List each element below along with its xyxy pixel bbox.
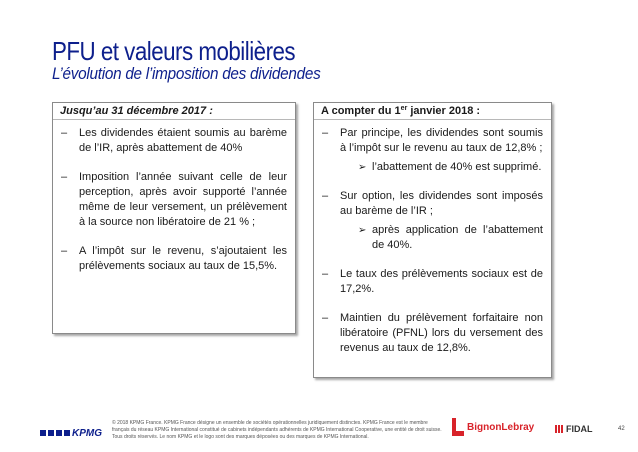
kpmg-logo: KPMG [40, 428, 102, 439]
sub-item: ➢ l’abattement de 40% est supprimé. [358, 161, 542, 173]
list-item: – Imposition l’année suivant celle de leur perception, après avoir supporté l’année même de leur versement, un prélèvement à la source non libératoire de 21 % ; [61, 171, 287, 228]
list-item: – Par principe, les dividendes sont soumis à l’impôt sur le revenu au taux de 12,8% ; ➢ l’abattement de 40% est supprimé. [322, 127, 543, 173]
arrow-right-icon: ➢ [358, 162, 367, 173]
arrow-right-icon: ➢ [358, 225, 367, 236]
right-panel [313, 102, 552, 378]
bignon-lebray-logo: BignonLebray [452, 418, 534, 436]
page-number: 42 [618, 426, 625, 432]
page-title: PFU et valeurs mobilières [52, 36, 296, 66]
sub-item: ➢ après application de l’abattement de 40%. [358, 224, 543, 251]
legal-notice: © 2018 KPMG France. KPMG France désigne un ensemble de sociétés opérationnelles juridiquement distinctes. KPMG France est le membre français du réseau KPMG International constitué de cabinets indépendants adhérents de KPMG International Cooperative, une entité de droit suisse. Tous droits réservés. Le nom KPMG et le logo sont des marques déposées ou des marques de KPMG International. [112, 420, 442, 440]
list-item: – Sur option, les dividendes sont imposés au barème de l’IR ; ➢ après application de l’abattement de 40%. [322, 190, 543, 251]
list-item: – Le taux des prélèvements sociaux est de 17,2%. [322, 268, 543, 295]
right-panel-heading: A compter du 1er janvier 2018 : [314, 103, 551, 120]
fidal-logo-icon [555, 425, 563, 433]
kpmg-logo-icon [40, 430, 70, 436]
list-item: – Maintien du prélèvement forfaitaire non libératoire (PFNL) lors du versement des revenus au taux de 12,8%. [322, 312, 543, 354]
bignon-logo-icon [452, 418, 464, 436]
left-panel [52, 102, 296, 334]
list-item: – A l’impôt sur le revenu, s’ajoutaient les prélèvements sociaux au taux de 15,5%. [61, 245, 287, 272]
list-item: – Les dividendes étaient soumis au barème de l’IR, après abattement de 40% [61, 127, 287, 154]
left-panel-heading: Jusqu’au 31 décembre 2017 : [53, 103, 295, 120]
fidal-logo: FIDAL [555, 424, 593, 434]
page-subtitle: L’évolution de l’imposition des dividendes [52, 64, 321, 83]
